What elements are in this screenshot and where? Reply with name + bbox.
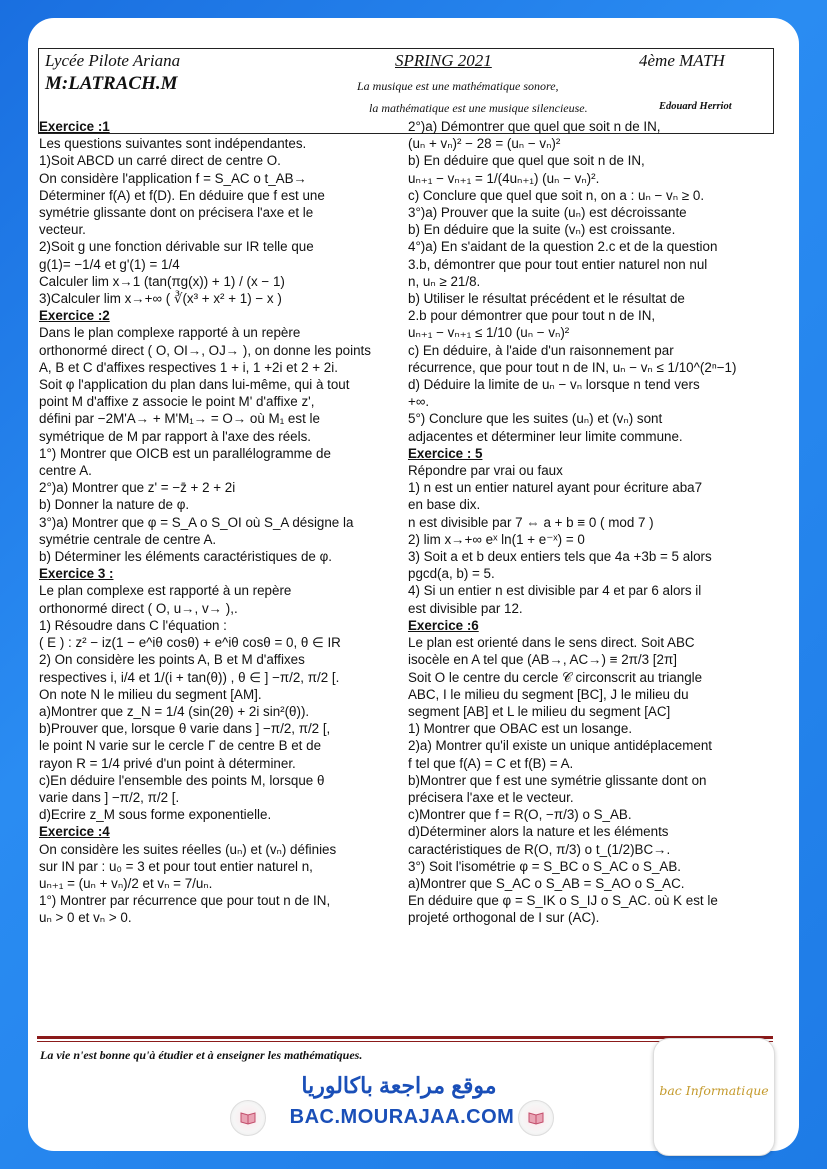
text-line: en base dix. (408, 497, 481, 513)
text-line: n, uₙ ≥ 21/8. (408, 273, 481, 289)
text-line: 2) lim x→+∞ eˣ ln(1 + e⁻ˣ) = 0 (408, 531, 585, 547)
text-line: varie dans ] −π/2, π/2 [. (39, 789, 180, 805)
text-line: 3°)a) Montrer que φ = S_A o S_OI où S_A désigne la (39, 514, 354, 530)
text-line: le point N varie sur le cercle Γ de centre B et de (39, 738, 322, 754)
text-line: projeté orthogonal de I sur (AC). (408, 910, 600, 926)
text-line: d)Déterminer alors la nature et les éléments (408, 824, 669, 840)
text-line: c)Montrer que f = R(O, −π/3) o S_AB. (408, 807, 632, 823)
text-line: b) En déduire que la suite (vₙ) est croissante. (408, 222, 676, 238)
text-line: b)Prouver que, lorsque θ varie dans ] −π/2, π/2 [, (39, 721, 331, 737)
text-line: ( E ) : z² − iz(1 − e^iθ cosθ) + e^iθ cosθ = 0, θ ∈ IR (39, 635, 341, 651)
left-column (39, 118, 379, 927)
text-line: défini par −2M'A→ + M'M₁→ = O→ où M₁ est le (39, 411, 320, 427)
site-name-arabic[interactable]: موقع مراجعة باكالوريا (301, 1073, 497, 1098)
text-line: orthonormé direct ( O, OI→, OJ→ ), on donne les points (39, 342, 371, 358)
text-line: 1)Soit ABCD un carré direct de centre O. (39, 153, 281, 169)
text-line: 3°) Soit l'isométrie φ = S_BC o S_AC o S_AB. (408, 858, 681, 874)
exercise-title: Exercice :1 (39, 119, 110, 134)
text-line: 3°)a) Prouver que la suite (uₙ) est décroissante (408, 205, 687, 221)
text-line: ABC, I le milieu du segment [BC], J le milieu du (408, 686, 689, 702)
text-line: Déterminer f(A) et f(D). En déduire que f est une (39, 187, 325, 203)
text-line: respectives i, i/4 et 1/(i + tan(θ)) , θ ∈ ] −π/2, π/2 [. (39, 669, 340, 685)
text-line: pgcd(a, b) = 5. (408, 566, 495, 582)
text-line: caractéristiques de R(O, π/3) o t_(1/2)BC→. (408, 841, 671, 857)
text-line: b) En déduire que quel que soit n de IN, (408, 153, 645, 169)
text-line: d) Déduire la limite de uₙ − vₙ lorsque n tend vers (408, 377, 700, 393)
text-line: orthonormé direct ( O, u→, v→ ),. (39, 600, 238, 616)
text-line: On note N le milieu du segment [AM]. (39, 686, 262, 702)
text-line: Le plan est orienté dans le sens direct. Soit ABC (408, 635, 695, 651)
text-line: 2°)a) Montrer que z' = −z̄ + 2 + 2i (39, 480, 236, 496)
text-line: 1°) Montrer que OICB est un parallélogramme de (39, 445, 331, 461)
text-line: précisera l'axe et le vecteur. (408, 789, 574, 805)
text-line: 2) On considère les points A, B et M d'affixes (39, 652, 305, 668)
text-line: uₙ₊₁ − vₙ₊₁ ≤ 1/10 (uₙ − vₙ)² (408, 325, 570, 341)
text-line: a)Montrer que z_N = 1/4 (sin(2θ) + 2i sin²(θ)). (39, 703, 310, 719)
session-label: SPRING 2021 (395, 51, 492, 70)
teacher-name: M:LATRACH.M (45, 73, 178, 94)
text-line: A, B et C d'affixes respectives 1 + i, 1 +2i et 2 + 2i. (39, 359, 338, 375)
text-line: est divisible par 12. (408, 600, 523, 616)
text-line: uₙ₊₁ − vₙ₊₁ = 1/(4uₙ₊₁) (uₙ − vₙ)². (408, 170, 600, 186)
exercise-title: Exercice :6 (408, 617, 479, 633)
text-line: symétrie glissante dont on précisera l'axe et le (39, 205, 314, 221)
text-line: b) Utiliser le résultat précédent et le résultat de (408, 291, 685, 307)
right-column (408, 118, 768, 927)
text-line: On considère les suites réelles (uₙ) et (vₙ) définies (39, 841, 337, 857)
text-line: (uₙ + vₙ)² − 28 = (uₙ − vₙ)² (408, 136, 561, 152)
text-line: c)En déduire l'ensemble des points M, lorsque θ (39, 772, 325, 788)
site-url-link[interactable]: BAC.MOURAJAA.COM (289, 1106, 515, 1128)
text-line: segment [AB] et L le milieu du segment [AC] (408, 703, 671, 719)
text-line: Les questions suivantes sont indépendantes. (39, 136, 307, 152)
text-line: Calculer lim x→1 (tan(πg(x)) + 1) / (x − 1) (39, 273, 285, 289)
text-line: 2°)a) Démontrer que quel que soit n de IN, (408, 119, 661, 134)
class-level: 4ème MATH (639, 51, 725, 70)
exercise-title: Exercice : 5 (408, 445, 483, 461)
text-line: vecteur. (39, 222, 86, 238)
text-line: 3) Soit a et b deux entiers tels que 4a +3b = 5 alors (408, 549, 712, 565)
text-line: 1) Montrer que OBAC est un losange. (408, 721, 633, 737)
text-line: c) En déduire, à l'aide d'un raisonnement par (408, 342, 674, 358)
bac-logo-text: bac Informatique (659, 1083, 769, 1098)
text-line: g(1)= −1/4 et g'(1) = 1/4 (39, 256, 180, 272)
text-line: b)Montrer que f est une symétrie glissante dont on (408, 772, 707, 788)
text-line: f tel que f(A) = C et f(B) = A. (408, 755, 574, 771)
text-line: 2)Soit g une fonction dérivable sur IR telle que (39, 239, 314, 255)
text-line: Soit O le centre du cercle 𝒞 circonscrit au triangle (408, 669, 703, 685)
quote-line-2: la mathématique est une musique silencieuse. (369, 101, 588, 115)
school-name: Lycée Pilote Ariana (45, 51, 181, 70)
book-logo-icon (230, 1100, 266, 1136)
text-line: uₙ > 0 et vₙ > 0. (39, 910, 132, 926)
text-line: 3)Calculer lim x→+∞ ( ∛(x³ + x² + 1) − x ) (39, 291, 282, 307)
text-line: symétrie centrale de centre A. (39, 531, 217, 547)
text-line: 1) Résoudre dans C l'équation : (39, 617, 227, 633)
text-line: +∞. (408, 394, 430, 410)
text-line: adjacentes et déterminer leur limite commune. (408, 428, 683, 444)
text-line: d)Ecrire z_M sous forme exponentielle. (39, 807, 272, 823)
quote-author: Edouard Herriot (659, 101, 732, 112)
text-line: b) Déterminer les éléments caractéristiques de φ. (39, 549, 332, 565)
text-line: 1) n est un entier naturel ayant pour écriture aba7 (408, 480, 703, 496)
text-line: c) Conclure que quel que soit n, on a : uₙ − vₙ ≥ 0. (408, 187, 705, 203)
text-line: 3.b, démontrer que pour tout entier naturel non nul (408, 256, 708, 272)
bac-informatique-logo (653, 1038, 775, 1156)
text-line: rayon R = 1/4 privé d'un point à déterminer. (39, 755, 296, 771)
text-line: centre A. (39, 463, 92, 479)
text-line: En déduire que φ = S_IK o S_IJ o S_AC. où K est le (408, 893, 718, 909)
quote-line-1: La musique est une mathématique sonore, (357, 79, 559, 93)
text-line: symétrique de M par rapport à l'axe des réels. (39, 428, 311, 444)
text-line: n est divisible par 7 ⇔ a + b ≡ 0 ( mod 7 ) (408, 514, 654, 530)
text-line: b) Donner la nature de φ. (39, 497, 190, 513)
footer-motto: La vie n'est bonne qu'à étudier et à enseigner les mathématiques. (40, 1048, 363, 1062)
text-line: uₙ₊₁ = (uₙ + vₙ)/2 et vₙ = 7/uₙ. (39, 875, 213, 891)
text-line: 1°) Montrer par récurrence que pour tout n de IN, (39, 893, 331, 909)
text-line: 2)a) Montrer qu'il existe un unique antidéplacement (408, 738, 713, 754)
text-line: On considère l'application f = S_AC o t_AB→ (39, 170, 307, 186)
text-line: Répondre par vrai ou faux (408, 463, 563, 479)
text-line: 4°)a) En s'aidant de la question 2.c et de la question (408, 239, 718, 255)
text-line: 5°) Conclure que les suites (uₙ) et (vₙ) sont (408, 411, 663, 427)
text-line: a)Montrer que S_AC o S_AB = S_AO o S_AC. (408, 875, 685, 891)
text-line: isocèle en A tel que (AB→, AC→) ≡ 2π/3 [2π] (408, 652, 677, 668)
exercise-title: Exercice :2 (39, 308, 110, 324)
exercise-title: Exercice :4 (39, 824, 110, 840)
text-line: 2.b pour démontrer que pour tout n de IN, (408, 308, 656, 324)
exercise-title: Exercice 3 : (39, 566, 114, 582)
text-line: Dans le plan complexe rapporté à un repère (39, 325, 301, 341)
text-line: 4) Si un entier n est divisible par 4 et par 6 alors il (408, 583, 702, 599)
text-line: Soit φ l'application du plan dans lui-même, qui à tout (39, 377, 350, 393)
text-line: sur IN par : u₀ = 3 et pour tout entier naturel n, (39, 858, 313, 874)
text-line: récurrence, que pour tout n de IN, uₙ − vₙ ≤ 1/10^(2ⁿ−1) (408, 359, 737, 375)
text-line: Le plan complexe est rapporté à un repère (39, 583, 292, 599)
text-line: point M d'affixe z associe le point M' d'affixe z', (39, 394, 315, 410)
